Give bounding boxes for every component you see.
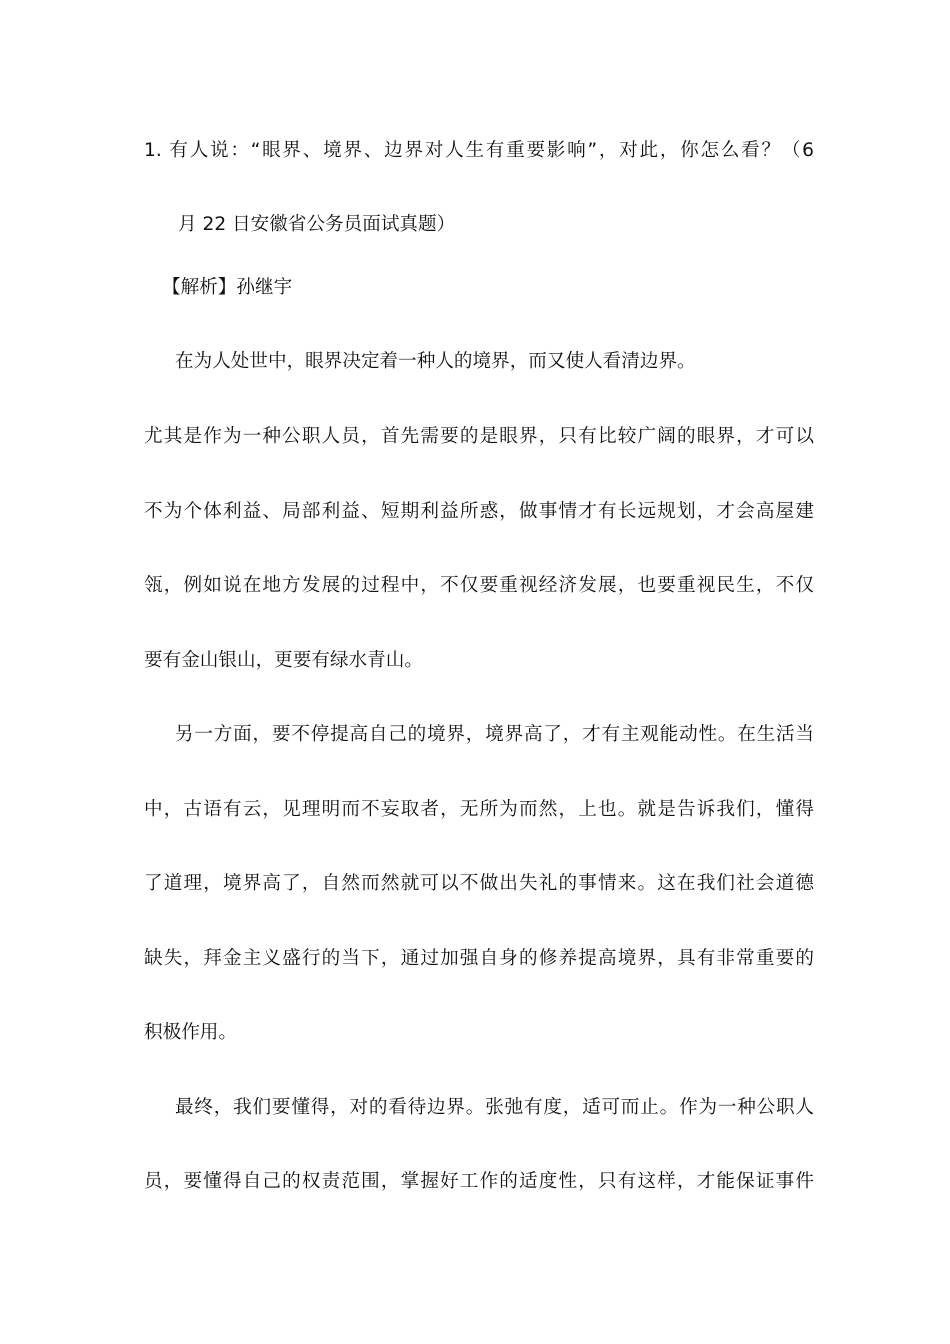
paragraph-line: 在为人处世中，眼界决定着一种人的境界，而又使人看清边界。 [175, 351, 696, 372]
question-line-2: 月 22 日安徽省公务员面试真题） [178, 214, 456, 235]
paragraph-line: 尤其是作为一种公职人员，首先需要的是眼界，只有比较广阔的眼界，才可以 [144, 426, 814, 447]
analysis-label: 【解析】孙继宇 [162, 277, 293, 298]
paragraph-line: 了道理，境界高了，自然而然就可以不做出失礼的事情来。这在我们社会道德 [144, 873, 814, 894]
paragraph-line: 员，要懂得自己的权责范围，掌握好工作的适度性，只有这样，才能保证事件 [144, 1171, 814, 1192]
paragraph-line: 另一方面，要不停提高自己的境界，境界高了，才有主观能动性。在生活当 [175, 724, 814, 745]
paragraph-line: 要有金山银山，更要有绿水青山。 [144, 650, 423, 671]
paragraph-line: 积极作用。 [144, 1022, 237, 1043]
paragraph-line: 不为个体利益、局部利益、短期利益所惑，做事情才有长远规划，才会高屋建 [144, 501, 814, 522]
paragraph-line: 瓴，例如说在地方发展的过程中，不仅要重视经济发展，也要重视民生，不仅 [144, 575, 814, 596]
question-line-1: 1. 有人说：“眼界、境界、边界对人生有重要影响”，对此，你怎么看？（6 [144, 140, 814, 161]
paragraph-line: 缺失，拜金主义盛行的当下，通过加强自身的修养提高境界，具有非常重要的 [144, 948, 814, 969]
paragraph-line: 中，古语有云，见理明而不妄取者，无所为而然，上也。就是告诉我们，懂得 [144, 799, 814, 820]
paragraph-line: 最终，我们要懂得，对的看待边界。张弛有度，适可而止。作为一种公职人 [175, 1097, 814, 1118]
